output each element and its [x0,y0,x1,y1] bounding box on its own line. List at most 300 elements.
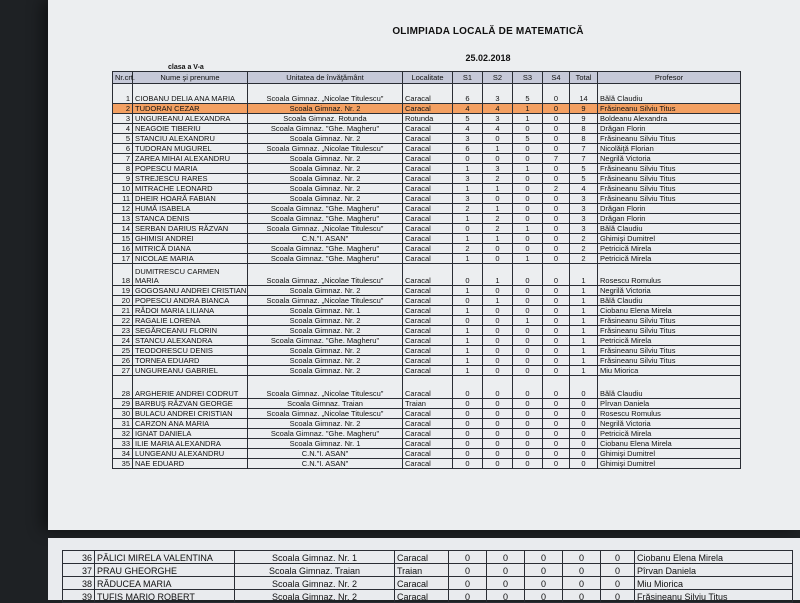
cell-total: 1 [570,336,598,346]
header-s1: S1 [453,72,483,84]
cell-s1: 3 [453,174,483,184]
table-row [113,234,741,244]
cell-s1: 1 [453,336,483,346]
cell-locality: Caracal [403,376,453,399]
cell-name: TUDORAN MUGUREL [133,144,248,154]
cell-nr: 7 [113,154,133,164]
cell-total: 0 [570,459,598,469]
cell-s1: 0 [453,399,483,409]
cell-teacher: Bălă Claudiu [598,84,741,104]
header-s3: S3 [513,72,543,84]
cell-s3: 0 [513,306,543,316]
cell-total: 5 [570,164,598,174]
cell-s4: 0 [563,551,601,564]
cell-total: 1 [570,316,598,326]
cell-s4: 0 [543,84,570,104]
cell-school: Scoala Gimnaz. „Nicolae Titulescu" [248,224,403,234]
continuation-table [62,550,793,603]
table-row [113,104,741,114]
cell-nr: 6 [113,144,133,154]
cell-s3: 0 [525,577,563,590]
cell-s1: 1 [453,356,483,366]
cell-nr: 36 [63,551,95,564]
header-s4: S4 [543,72,570,84]
cell-nr: 21 [113,306,133,316]
cell-s1: 1 [453,254,483,264]
cell-s2: 4 [483,104,513,114]
cell-s1: 1 [453,286,483,296]
cell-locality: Caracal [403,184,453,194]
cell-s3: 1 [513,316,543,326]
cell-name: TUDORAN CEZAR [133,104,248,114]
table-row [113,296,741,306]
cell-s1: 0 [453,316,483,326]
cell-s4: 0 [543,164,570,174]
cell-s4: 0 [543,449,570,459]
cell-nr: 28 [113,376,133,399]
cell-name: BULACU ANDREI CRISTIAN [133,409,248,419]
cell-locality: Caracal [403,214,453,224]
cell-s3: 0 [513,449,543,459]
cell-school: Scoala Gimnaz. "Ghe. Magheru" [248,336,403,346]
cell-name: PRAU GHEORGHE [95,564,235,577]
cell-s4: 0 [543,296,570,306]
cell-school: Scoala Gimnaz. "Ghe. Magheru" [248,254,403,264]
cell-locality: Caracal [403,234,453,244]
cell-teacher: Ghimişi Dumitrel [598,234,741,244]
cell-s2: 2 [483,214,513,224]
cell-teacher: Petricică Mirela [598,244,741,254]
class-label: clasa a V-a [168,64,204,71]
cell-nr: 24 [113,336,133,346]
table-row [113,449,741,459]
cell-total: 3 [570,224,598,234]
cell-school: Scoala Gimnaz. Nr. 2 [235,590,395,603]
cell-nr: 22 [113,316,133,326]
cell-s3: 5 [513,84,543,104]
cell-nr: 14 [113,224,133,234]
cell-s1: 0 [449,551,487,564]
cell-locality: Rotunda [403,114,453,124]
cell-name: STANCU ALEXANDRA [133,336,248,346]
cell-school: Scoala Gimnaz. "Ghe. Magheru" [248,244,403,254]
cell-s3: 0 [513,144,543,154]
cell-name: ARGHERIE ANDREI CODRUT [133,376,248,399]
cell-locality: Caracal [403,174,453,184]
cell-s3: 0 [513,194,543,204]
cell-teacher: Drăgan Florin [598,124,741,134]
cell-s3: 0 [513,124,543,134]
cell-name: MITRICĂ DIANA [133,244,248,254]
header-name: Nume şi prenume [133,72,248,84]
header-teacher: Profesor [598,72,741,84]
cell-teacher: Frăsineanu Silviu Titus [598,134,741,144]
table-row [113,154,741,164]
cell-s2: 0 [483,376,513,399]
table-row [113,204,741,214]
cell-s3: 1 [513,114,543,124]
cell-name: NAE EDUARD [133,459,248,469]
cell-s2: 1 [483,144,513,154]
cell-total: 2 [570,234,598,244]
cell-name: RĂDOI MARIA LILIANA [133,306,248,316]
cell-s4: 0 [543,356,570,366]
cell-s1: 1 [453,306,483,316]
cell-total: 5 [570,174,598,184]
cell-nr: 12 [113,204,133,214]
cell-teacher: Negrilă Victoria [598,286,741,296]
cell-s3: 0 [513,154,543,164]
cell-teacher: Bălă Claudiu [598,376,741,399]
cell-teacher: Petricică Mirela [598,429,741,439]
cell-nr: 10 [113,184,133,194]
cell-nr: 1 [113,84,133,104]
cell-school: Scoala Gimnaz. Nr. 1 [248,306,403,316]
table-row [113,244,741,254]
cell-s2: 3 [483,114,513,124]
cell-teacher: Bălă Claudiu [598,224,741,234]
cell-name: DHEIR HOARĂ FABIAN [133,194,248,204]
cell-teacher: Ciobanu Elena Mirela [598,306,741,316]
header-s2: S2 [483,72,513,84]
cell-s4: 0 [543,144,570,154]
cell-nr: 34 [113,449,133,459]
cell-s1: 2 [453,204,483,214]
cell-school: Scoala Gimnaz. Nr. 2 [248,419,403,429]
cell-teacher: Ciobanu Elena Mirela [598,439,741,449]
cell-school: Scoala Gimnaz. Nr. 2 [248,174,403,184]
cell-teacher: Frăsineanu Silviu Titus [635,590,793,603]
table-row [113,429,741,439]
cell-school: Scoala Gimnaz. Nr. 2 [248,164,403,174]
cell-locality: Caracal [403,459,453,469]
cell-teacher: Bălă Claudiu [598,296,741,306]
cell-total: 3 [570,204,598,214]
cell-nr: 29 [113,399,133,409]
cell-s1: 4 [453,104,483,114]
cell-locality: Caracal [403,346,453,356]
cell-s1: 0 [453,376,483,399]
cell-s2: 0 [487,577,525,590]
table-row [113,366,741,376]
cell-s4: 0 [543,286,570,296]
cell-s1: 0 [453,429,483,439]
cell-nr: 33 [113,439,133,449]
cell-locality: Caracal [395,551,449,564]
cell-locality: Caracal [403,204,453,214]
cell-name: RĂDUCEA MARIA [95,577,235,590]
header-locality: Localitate [403,72,453,84]
cell-s2: 0 [483,459,513,469]
cell-s2: 0 [483,366,513,376]
cell-s4: 0 [543,376,570,399]
cell-name: DUMITRESCU CARMEN MARIA [133,264,248,286]
cell-s2: 0 [483,356,513,366]
cell-teacher: Petricică Mirela [598,254,741,264]
cell-s1: 0 [453,459,483,469]
cell-s2: 1 [483,204,513,214]
cell-locality: Caracal [403,409,453,419]
cell-total: 2 [570,244,598,254]
cell-total: 1 [570,306,598,316]
cell-s2: 1 [483,184,513,194]
cell-teacher: Miu Miorica [598,366,741,376]
cell-s3: 1 [513,224,543,234]
cell-name: RAGALIE LORENA [133,316,248,326]
cell-s4: 0 [543,419,570,429]
cell-total: 1 [570,264,598,286]
cell-school: Scoala Gimnaz. "Ghe. Magheru" [248,214,403,224]
cell-teacher: Frăsineanu Silviu Titus [598,346,741,356]
cell-locality: Caracal [403,144,453,154]
cell-s2: 0 [483,336,513,346]
cell-name: TORNEA EDUARD [133,356,248,366]
table-row [113,409,741,419]
cell-nr: 32 [113,429,133,439]
table-row [113,224,741,234]
cell-name: STANCA DENIS [133,214,248,224]
cell-s1: 1 [453,366,483,376]
table-row [113,306,741,316]
table-row [113,336,741,346]
cell-s4: 0 [543,254,570,264]
cell-school: Scoala Gimnaz. "Ghe. Magheru" [248,204,403,214]
cell-total: 8 [570,124,598,134]
cell-locality: Caracal [403,286,453,296]
cell-teacher: Drăgan Florin [598,204,741,214]
cell-name: POPESCU ANDRA BIANCA [133,296,248,306]
table-row [113,316,741,326]
cell-s3: 1 [513,254,543,264]
cell-total: 2 [570,254,598,264]
cell-s2: 0 [483,244,513,254]
table-row [113,459,741,469]
cell-s1: 0 [453,296,483,306]
cell-total: 14 [570,84,598,104]
cell-nr: 25 [113,346,133,356]
cell-total: 3 [570,214,598,224]
cell-nr: 19 [113,286,133,296]
cell-locality: Caracal [403,356,453,366]
cell-s3: 0 [513,376,543,399]
cell-school: Scoala Gimnaz. Nr. 1 [235,551,395,564]
cell-total: 0 [601,590,635,603]
cell-teacher: Frăsineanu Silviu Titus [598,174,741,184]
cell-school: Scoala Gimnaz. Nr. 2 [248,326,403,336]
cell-school: Scoala Gimnaz. "Ghe. Magheru" [248,124,403,134]
cell-s3: 0 [525,564,563,577]
cell-s2: 2 [483,174,513,184]
header-total: Total [570,72,598,84]
cell-school: Scoala Gimnaz. Nr. 1 [248,439,403,449]
cell-total: 1 [570,356,598,366]
cell-s3: 0 [513,234,543,244]
table-row [113,326,741,336]
cell-school: Scoala Gimnaz. Nr. 2 [248,316,403,326]
cell-locality: Caracal [395,577,449,590]
cell-s2: 1 [483,296,513,306]
cell-total: 0 [570,376,598,399]
cell-school: Scoala Gimnaz. Nr. 2 [248,346,403,356]
cell-s4: 0 [543,264,570,286]
cell-s4: 0 [563,590,601,603]
header-nr: Nr.crt. [113,72,133,84]
cell-teacher: Ghimişi Dumitrel [598,449,741,459]
table-row [113,264,741,286]
cell-total: 0 [601,577,635,590]
cell-locality: Caracal [403,194,453,204]
cell-locality: Caracal [403,84,453,104]
cell-name: NEAGOIE TIBERIU [133,124,248,134]
cell-teacher: Petricică Mirela [598,336,741,346]
cell-nr: 39 [63,590,95,603]
cell-s2: 0 [483,194,513,204]
table-row [113,214,741,224]
cell-total: 0 [570,439,598,449]
cell-teacher: Frăsineanu Silviu Titus [598,184,741,194]
cell-locality: Caracal [403,154,453,164]
cell-locality: Caracal [403,104,453,114]
cell-locality: Caracal [403,419,453,429]
cell-teacher: Pîrvan Daniela [598,399,741,409]
cell-s4: 0 [543,224,570,234]
cell-s2: 0 [483,254,513,264]
cell-s1: 0 [453,449,483,459]
cell-locality: Caracal [403,439,453,449]
cell-s4: 0 [543,234,570,244]
cell-s2: 1 [483,234,513,244]
cell-s2: 0 [483,154,513,164]
cell-total: 4 [570,184,598,194]
cell-locality: Caracal [395,590,449,603]
cell-nr: 5 [113,134,133,144]
cell-locality: Caracal [403,449,453,459]
cell-s3: 0 [513,439,543,449]
cell-school: Scoala Gimnaz. Nr. 2 [248,154,403,164]
cell-total: 9 [570,114,598,124]
cell-s1: 1 [453,234,483,244]
cell-school: Scoala Gimnaz. „Nicolae Titulescu" [248,296,403,306]
cell-s2: 0 [487,590,525,603]
table-row [63,577,793,590]
cell-school: Scoala Gimnaz. „Nicolae Titulescu" [248,144,403,154]
cell-teacher: Rosescu Romulus [598,409,741,419]
cell-s4: 0 [543,439,570,449]
cell-s4: 0 [543,104,570,114]
cell-s4: 0 [543,134,570,144]
cell-s4: 0 [543,429,570,439]
cell-s1: 0 [449,590,487,603]
cell-s3: 0 [513,336,543,346]
cell-name: NICOLAE MARIA [133,254,248,264]
cell-s2: 0 [483,449,513,459]
table-row [113,164,741,174]
cell-s3: 0 [513,174,543,184]
cell-nr: 35 [113,459,133,469]
cell-nr: 18 [113,264,133,286]
cell-s1: 3 [453,194,483,204]
cell-total: 0 [570,399,598,409]
cell-s1: 0 [453,439,483,449]
cell-name: SERBAN DARIUS RĂZVAN [133,224,248,234]
cell-locality: Caracal [403,296,453,306]
cell-s3: 0 [513,429,543,439]
cell-s4: 0 [563,577,601,590]
cell-teacher: Drăgan Florin [598,214,741,224]
cell-teacher: Frăsineanu Silviu Titus [598,356,741,366]
cell-s2: 1 [483,264,513,286]
cell-school: Scoala Gimnaz. Traian [235,564,395,577]
cell-name: POPESCU MARIA [133,164,248,174]
cell-s2: 0 [483,429,513,439]
cell-total: 0 [570,409,598,419]
cell-locality: Traian [395,564,449,577]
cell-s1: 1 [453,326,483,336]
cell-s2: 0 [483,134,513,144]
cell-s2: 0 [483,316,513,326]
cell-name: BARBUŞ RĂZVAN GEORGE [133,399,248,409]
cell-s1: 1 [453,346,483,356]
cell-locality: Caracal [403,244,453,254]
cell-total: 0 [601,551,635,564]
cell-s4: 0 [543,316,570,326]
cell-s4: 2 [543,184,570,194]
cell-locality: Caracal [403,224,453,234]
cell-locality: Caracal [403,429,453,439]
cell-total: 0 [601,564,635,577]
table-row [113,439,741,449]
cell-name: CARZON ANA MARIA [133,419,248,429]
cell-s1: 0 [453,154,483,164]
cell-s2: 0 [483,326,513,336]
cell-school: Scoala Gimnaz. Nr. 2 [248,184,403,194]
cell-s4: 0 [543,459,570,469]
cell-nr: 38 [63,577,95,590]
cell-name: HUMĂ ISABELA [133,204,248,214]
cell-s3: 0 [513,214,543,224]
cell-total: 1 [570,326,598,336]
table-row [113,124,741,134]
cell-s4: 0 [543,124,570,134]
cell-name: STREJESCU RARES [133,174,248,184]
cell-school: Scoala Gimnaz. "Ghe. Magheru" [248,429,403,439]
cell-total: 1 [570,346,598,356]
cell-teacher: Ciobanu Elena Mirela [635,551,793,564]
cell-school: Scoala Gimnaz. Nr. 2 [248,366,403,376]
cell-school: C.N."I. ASAN" [248,234,403,244]
cell-name: STANCIU ALEXANDRU [133,134,248,144]
cell-nr: 26 [113,356,133,366]
cell-nr: 3 [113,114,133,124]
cell-nr: 11 [113,194,133,204]
table-row [113,356,741,366]
cell-s4: 0 [543,366,570,376]
cell-s2: 0 [487,551,525,564]
document-date: 25.02.2018 [465,53,511,63]
results-table [112,71,741,469]
cell-s1: 0 [449,564,487,577]
cell-s4: 0 [543,336,570,346]
cell-name: SEGĂRCEANU FLORIN [133,326,248,336]
cell-name: MITRACHE LEONARD [133,184,248,194]
cell-s3: 0 [513,356,543,366]
cell-name: TUFIS MARIO ROBERT [95,590,235,603]
cell-teacher: Miu Miorica [635,577,793,590]
cell-s3: 0 [513,264,543,286]
cell-s2: 0 [483,306,513,316]
cell-s2: 0 [483,286,513,296]
cell-school: C.N."I. ASAN" [248,449,403,459]
